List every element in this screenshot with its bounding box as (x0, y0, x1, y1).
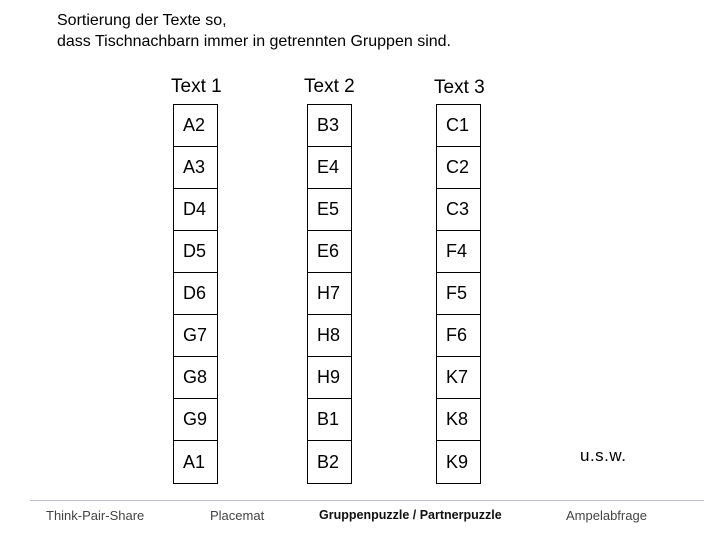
group-cell: E6 (308, 231, 351, 273)
column-header-text-3: Text 3 (434, 77, 485, 98)
group-cell: H7 (308, 273, 351, 315)
group-cell: K8 (437, 399, 480, 441)
group-cell: K9 (446, 451, 469, 472)
usw-note: u.s.w. (580, 446, 627, 465)
slide-title (57, 10, 451, 52)
footer-link-placemat[interactable]: Placemat (210, 508, 265, 523)
group-cell: A2 (174, 105, 217, 147)
group-cell: G9 (174, 399, 217, 441)
title-line-2: dass Tischnachbarn immer in getrennten Gruppen sind. (57, 33, 451, 50)
group-cell: G8 (174, 357, 217, 399)
group-cell: C3 (437, 189, 480, 231)
group-cell: B1 (308, 399, 351, 441)
group-cell: C1 (437, 105, 480, 147)
group-cell: F4 (437, 231, 480, 273)
group-cell: A1 (183, 451, 206, 472)
column-header-text-1: Text 1 (171, 76, 222, 97)
footer-link-gruppenpuzzle[interactable]: Gruppenpuzzle / Partnerpuzzle (319, 508, 502, 522)
footer-link-ampelabfrage[interactable]: Ampelabfrage (566, 508, 647, 523)
group-cell: D4 (174, 189, 217, 231)
group-cell: D5 (174, 231, 217, 273)
footer-divider (30, 500, 704, 501)
group-cell: A3 (174, 147, 217, 189)
group-column-text-3 (436, 104, 481, 484)
group-cell: H8 (308, 315, 351, 357)
group-cell: B3 (308, 105, 351, 147)
group-cell: F5 (437, 273, 480, 315)
group-cell: E4 (308, 147, 351, 189)
group-column-text-2 (307, 104, 352, 484)
group-cell: H9 (308, 357, 351, 399)
group-cell: B2 (317, 451, 340, 472)
group-cell: F6 (437, 315, 480, 357)
group-cell: K7 (437, 357, 480, 399)
title-line-1: Sortierung der Texte so, (57, 12, 227, 29)
group-cell: D6 (174, 273, 217, 315)
group-cell: G7 (174, 315, 217, 357)
group-cell: E5 (308, 189, 351, 231)
footer-link-think-pair-share[interactable]: Think-Pair-Share (46, 508, 145, 523)
column-header-text-2: Text 2 (304, 76, 355, 97)
group-column-text-1 (173, 104, 218, 484)
group-cell: C2 (437, 147, 480, 189)
